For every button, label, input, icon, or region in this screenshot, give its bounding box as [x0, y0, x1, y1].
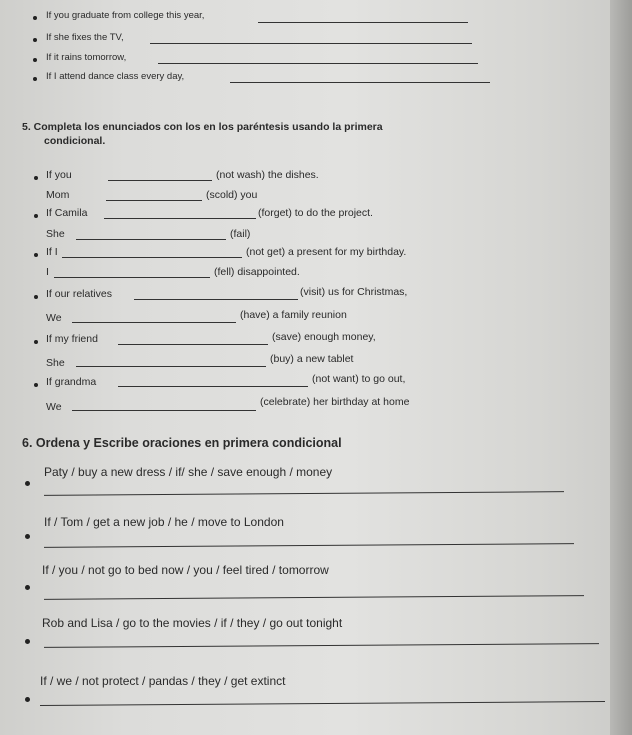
bullet — [33, 77, 37, 81]
bullet — [33, 16, 37, 20]
answer-blank[interactable] — [118, 386, 308, 387]
answer-blank[interactable] — [150, 43, 472, 44]
bullet — [34, 214, 38, 218]
bullet — [33, 58, 37, 62]
item-clause-if: If my friend — [46, 333, 98, 345]
bullet — [25, 585, 30, 590]
scrambled-sentence: Rob and Lisa / go to the movies / if / they / go out tonight — [42, 616, 343, 630]
section5-heading: 5. Completa los enunciados con los en los paréntesis usando la primera — [22, 121, 383, 133]
answer-blank[interactable] — [134, 299, 298, 300]
item-clause-result: We — [46, 312, 62, 324]
item-hint: (fell) disappointed. — [214, 266, 300, 278]
item-clause-if: If our relatives — [46, 288, 112, 300]
item-hint: (buy) a new tablet — [270, 353, 354, 365]
item-hint: (celebrate) her birthday at home — [260, 396, 410, 408]
item-hint: (not wash) the dishes. — [216, 169, 319, 181]
bullet — [34, 176, 38, 180]
scrambled-sentence: If / we / not protect / pandas / they / get extinct — [40, 674, 286, 688]
top-list-item: If you graduate from college this year, — [46, 10, 205, 21]
item-clause-result: She — [46, 357, 65, 369]
bullet — [25, 534, 30, 539]
bullet — [34, 383, 38, 387]
item-hint: (save) enough money, — [272, 331, 376, 343]
answer-blank[interactable] — [106, 200, 202, 201]
item-hint: (not get) a present for my birthday. — [246, 246, 407, 258]
answer-blank[interactable] — [72, 410, 256, 411]
answer-blank[interactable] — [108, 180, 212, 181]
top-list-item: If she fixes the TV, — [46, 32, 124, 43]
answer-blank[interactable] — [72, 322, 236, 323]
top-list-item: If I attend dance class every day, — [46, 71, 185, 82]
item-hint: (have) a family reunion — [240, 309, 347, 321]
section6-heading: 6. Ordena y Escribe oraciones en primera condicional — [22, 436, 342, 450]
item-hint: (fail) — [230, 228, 251, 240]
answer-blank[interactable] — [54, 277, 210, 278]
answer-blank[interactable] — [76, 239, 226, 240]
bullet — [34, 295, 38, 299]
bullet — [25, 481, 30, 486]
section5-heading-cont: condicional. — [44, 135, 106, 147]
item-clause-if: If you — [46, 169, 72, 181]
item-clause-result: We — [46, 401, 62, 413]
item-clause-result: She — [46, 228, 65, 240]
bullet — [34, 253, 38, 257]
answer-blank[interactable] — [230, 82, 490, 83]
item-clause-if: If Camila — [46, 207, 88, 219]
bullet — [25, 639, 30, 644]
item-hint: (visit) us for Christmas, — [300, 286, 408, 298]
answer-blank[interactable] — [118, 344, 268, 345]
answer-blank[interactable] — [104, 218, 256, 219]
item-hint: (forget) to do the project. — [258, 207, 373, 219]
item-clause-if: If I — [46, 246, 58, 258]
item-clause-if: If grandma — [46, 376, 97, 388]
bullet — [25, 697, 30, 702]
answer-blank[interactable] — [158, 63, 478, 64]
page-edge-shadow — [610, 0, 632, 735]
item-clause-result: I — [46, 266, 49, 278]
scrambled-sentence: Paty / buy a new dress / if/ she / save enough / money — [44, 465, 333, 479]
answer-blank[interactable] — [76, 366, 266, 367]
bullet — [33, 38, 37, 42]
item-hint: (scold) you — [206, 189, 258, 201]
answer-blank[interactable] — [62, 257, 242, 258]
top-list-item: If it rains tomorrow, — [46, 52, 127, 63]
scrambled-sentence: If / you / not go to bed now / you / feel tired / tomorrow — [42, 563, 329, 577]
item-hint: (not want) to go out, — [312, 373, 406, 385]
bullet — [34, 340, 38, 344]
item-clause-result: Mom — [46, 189, 70, 201]
answer-blank[interactable] — [258, 22, 468, 23]
scrambled-sentence: If / Tom / get a new job / he / move to London — [44, 515, 284, 529]
